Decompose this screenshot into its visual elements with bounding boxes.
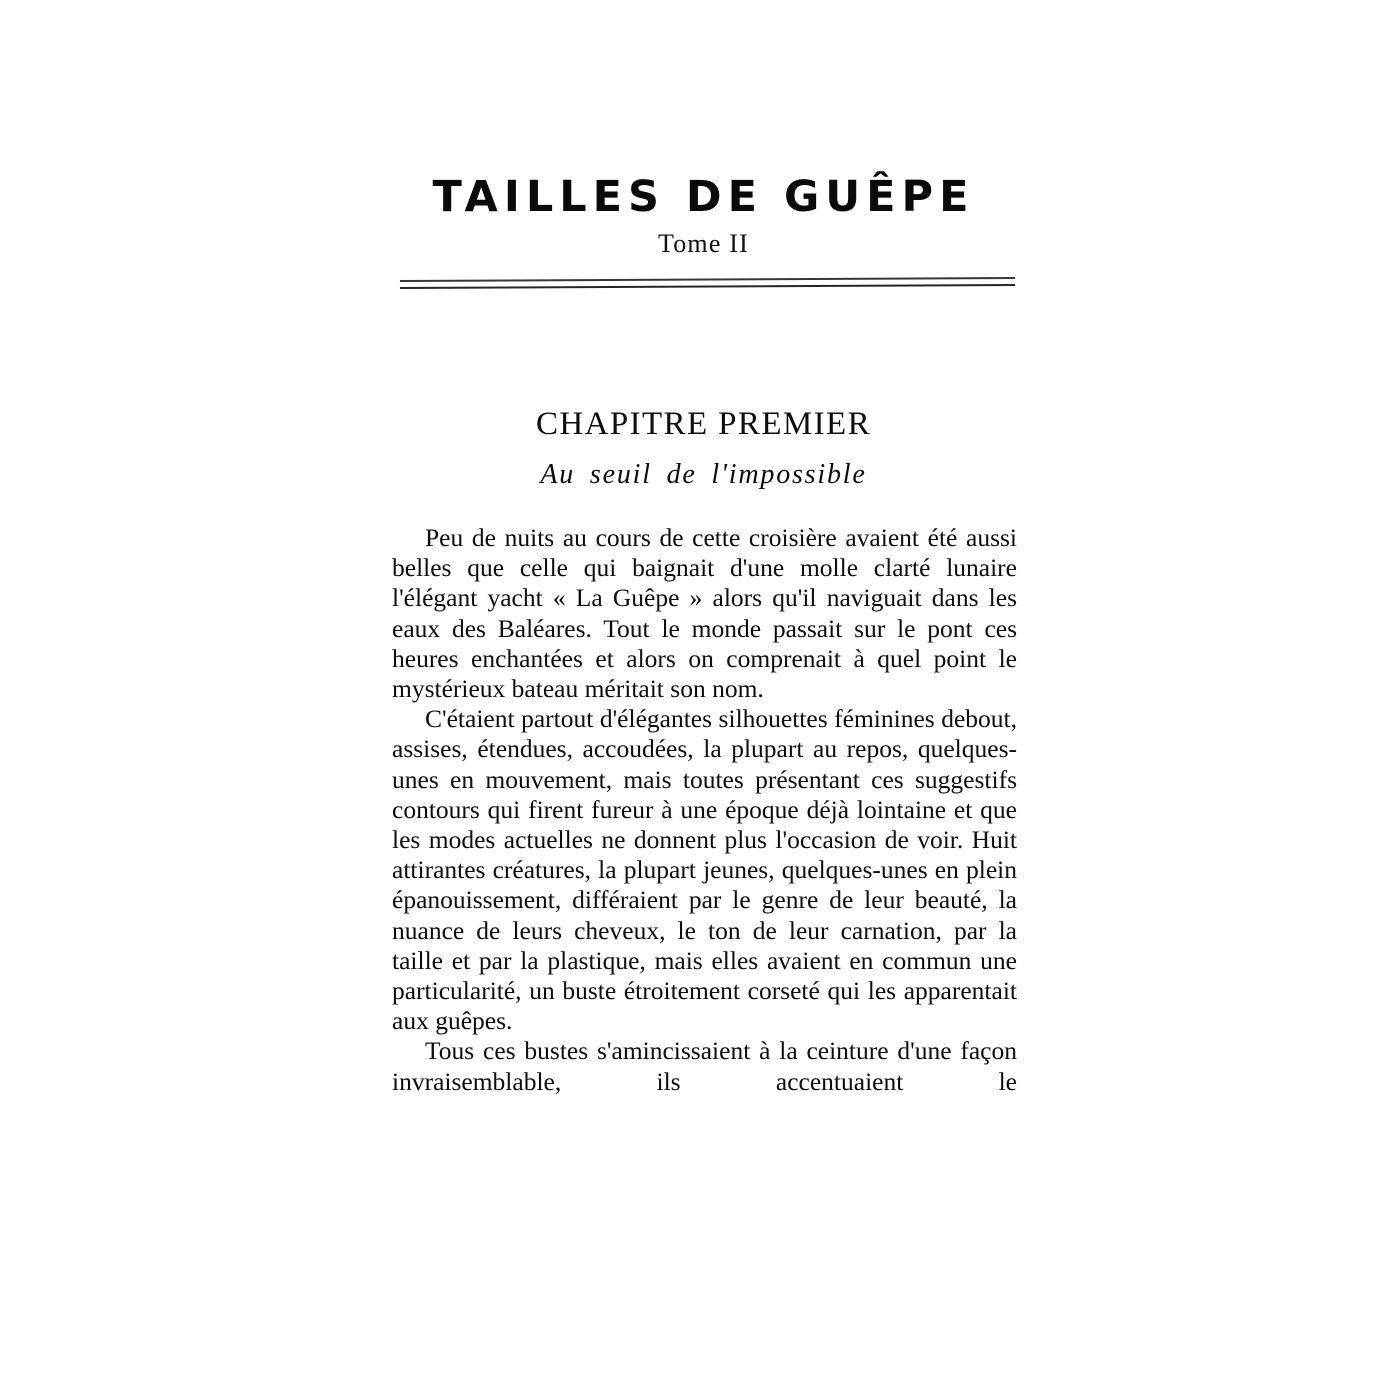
chapter-subtitle: Au seuil de l'impossible bbox=[540, 459, 867, 490]
body-paragraph: C'étaient partout d'élégantes silhouettes féminines debout, assises, étendues, accoudées, la plupart au repos, quelques-unes en mouvement, mais toutes présentant ces suggestifs contours qui firent fureur à une époque déjà lointaine et que les modes actuelles ne donnent plus l'occasion de voir. Huit attirantes créatures, la plupart jeunes, quelques-unes en plein épanouissement, différaient par le genre de leur beauté, la nuance de leurs cheveux, le ton de leur carnation, par la taille et par la plastique, mais elles avaient en commun une particularité, un buste étroitement corseté qui les apparentait aux guêpes. bbox=[392, 704, 1017, 1036]
divider-line-upper bbox=[400, 277, 1015, 282]
body-paragraph-continued: Tous ces bustes s'amincissaient à la ceinture d'une façon invraisemblable, ils accentuaient le bbox=[392, 1036, 1017, 1096]
chapter-heading bbox=[392, 408, 1015, 489]
chapter-label: CHAPITRE PREMIER bbox=[535, 406, 871, 442]
header-divider bbox=[400, 277, 1015, 294]
body-text-column bbox=[392, 523, 1017, 1127]
page-header bbox=[392, 172, 1015, 258]
body-paragraph: Peu de nuits au cours de cette croisière avaient été aussi belles que celle qui baignait d'une molle clarté lunaire l'élégant yacht « La Guêpe » alors qu'il naviguait dans les eaux des Baléares. Tout le monde passait sur le pont ces heures enchantées et alors on comprenait à quel point le mystérieux bateau méritait son nom. bbox=[392, 523, 1017, 704]
book-title: TAILLES DE GUÊPE bbox=[432, 172, 975, 222]
volume-label: Tome II bbox=[657, 229, 750, 258]
divider-line-lower bbox=[400, 284, 1015, 289]
